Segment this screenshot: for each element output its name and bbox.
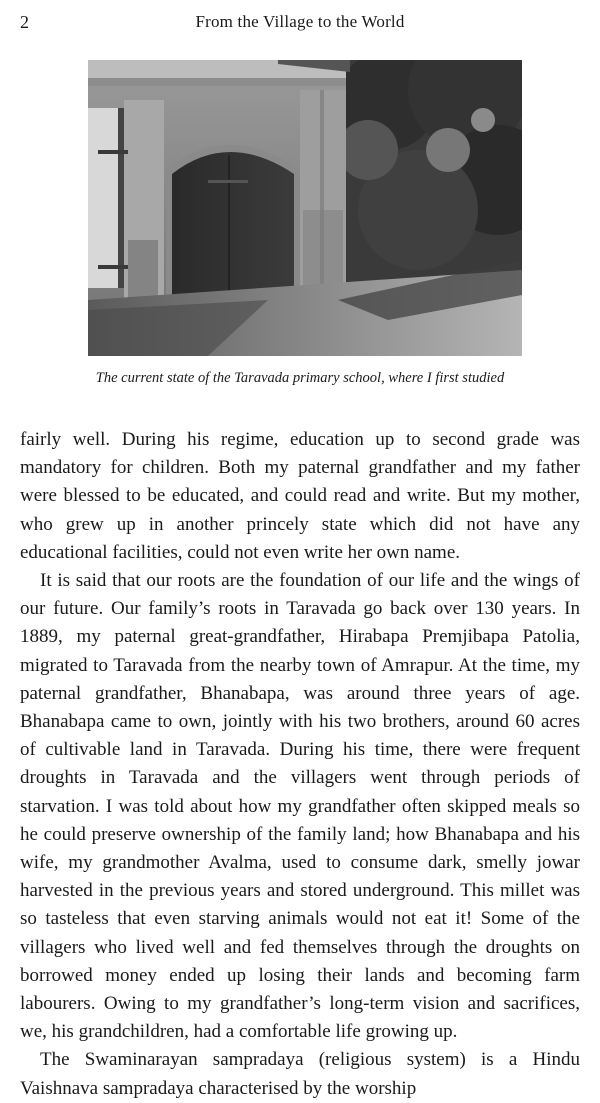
running-title: From the Village to the World [195, 12, 405, 31]
page-header [0, 10, 600, 38]
figure-caption: The current state of the Taravada primary school, where I first studied [95, 370, 505, 386]
page-number: 2 [20, 12, 29, 32]
paragraph: The Swaminarayan sampradaya (religious system) is a Hindu Vaishnava sampradaya characterised by the worship [20, 1049, 580, 1099]
school-photo [88, 60, 522, 356]
paragraph: It is said that our roots are the foundation of our life and the wings of our future. Our family’s roots in Taravada go back over 130 years. In 1889, my paternal great-grandfather, Hirabapa Premjibapa Patolia, migrated to Taravada from the nearby town of Amrapur. At the time, my paternal grandfather, Bhanabapa, was around three years of age. Bhanabapa came to own, jointly with his two brothers, around 60 acres of cultivable land in Taravada. During his time, there were frequent droughts in Taravada and the villagers went through periods of starvation. I was told about how my grandfather often skipped meals so he could preserve ownership of the family land; how Bhanabapa and his wife, my grandmother Avalma, used to consume dark, smelly jowar harvested in the previous years and stored underground. This millet was so tasteless that even starving animals would not eat it! Some of the villagers who lived well and fed themselves through the droughts on borrowed money ended up losing their lands and becoming farm labourers. Owing to my grandfather’s long-term vision and sacrifices, we, his grandchildren, had a comfortable life growing up. [20, 570, 580, 1043]
paragraph: fairly well. During his regime, education up to second grade was mandatory for children. Both my paternal grandfather and my father were blessed to be educated, and could read and write. But my mother, who grew up in another princely state which did not have any educational facilities, could not even write her own name. [20, 429, 580, 563]
body-text [20, 426, 580, 1103]
